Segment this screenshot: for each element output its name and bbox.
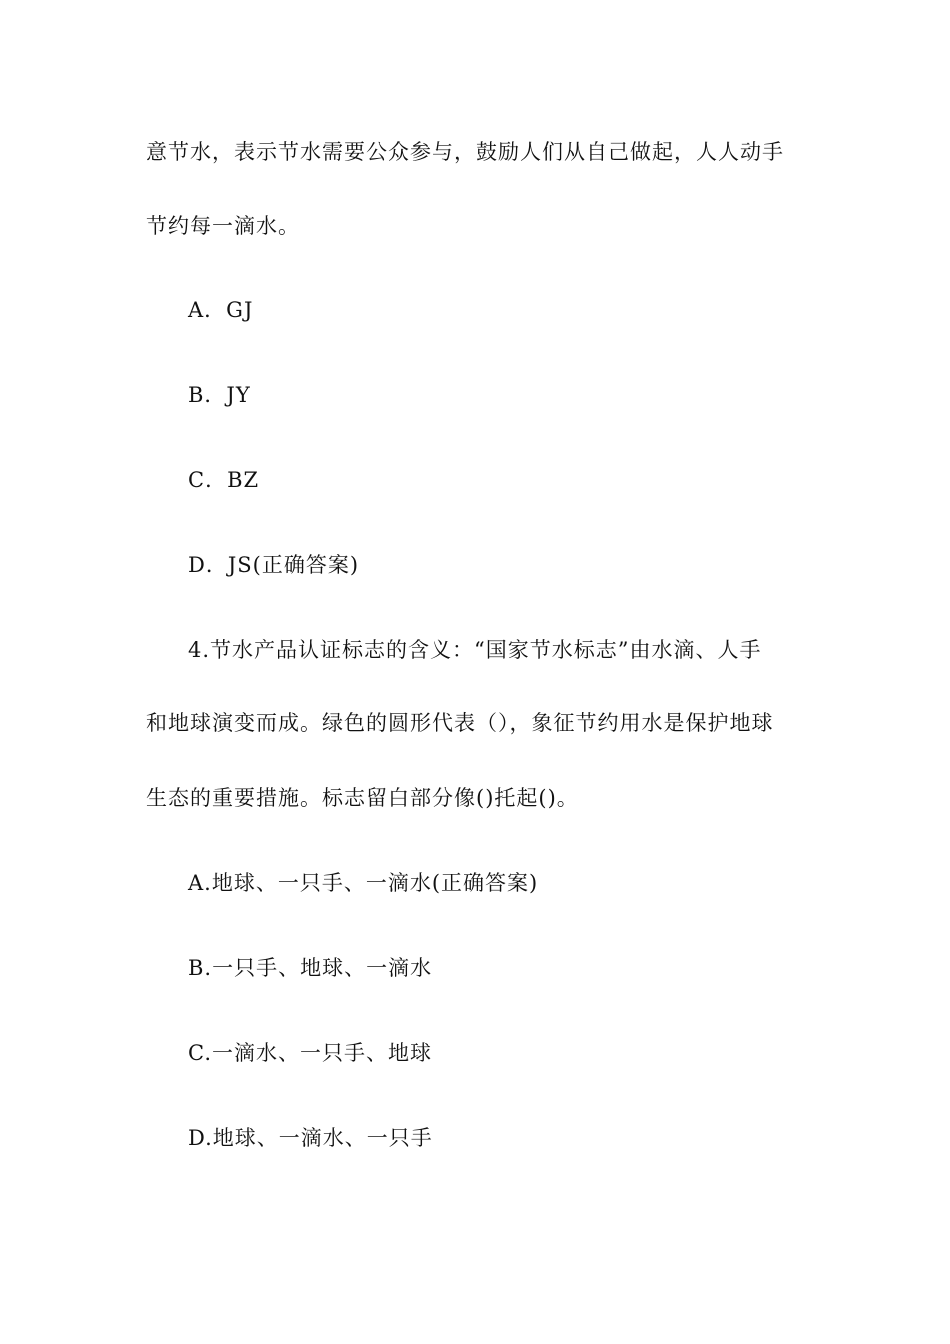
q3-option-d: D．JS(正确答案) xyxy=(188,553,360,577)
paragraph-line-1: 意节水，表示节水需要公众参与，鼓励人们从自己做起，人人动手 xyxy=(146,140,784,164)
q4-option-d: D.地球、一滴水、一只手 xyxy=(188,1126,433,1150)
q3-option-b: B．JY xyxy=(188,383,251,407)
q4-stem-line-3: 生态的重要措施。标志留白部分像()托起()。 xyxy=(146,786,579,810)
q4-stem-line-2: 和地球演变而成。绿色的圆形代表（），象征节约用水是保护地球 xyxy=(146,711,774,735)
q4-option-b: B.一只手、地球、一滴水 xyxy=(188,956,433,980)
q4-option-c: C.一滴水、一只手、地球 xyxy=(188,1041,432,1065)
q4-option-a: A.地球、一只手、一滴水(正确答案) xyxy=(188,871,539,895)
q3-option-c: C．BZ xyxy=(188,468,260,492)
q3-option-a: A．GJ xyxy=(188,298,254,322)
paragraph-line-2: 节约每一滴水。 xyxy=(146,214,300,238)
q4-stem-line-1: 4.节水产品认证标志的含义：“国家节水标志”由水滴、人手 xyxy=(188,638,762,662)
